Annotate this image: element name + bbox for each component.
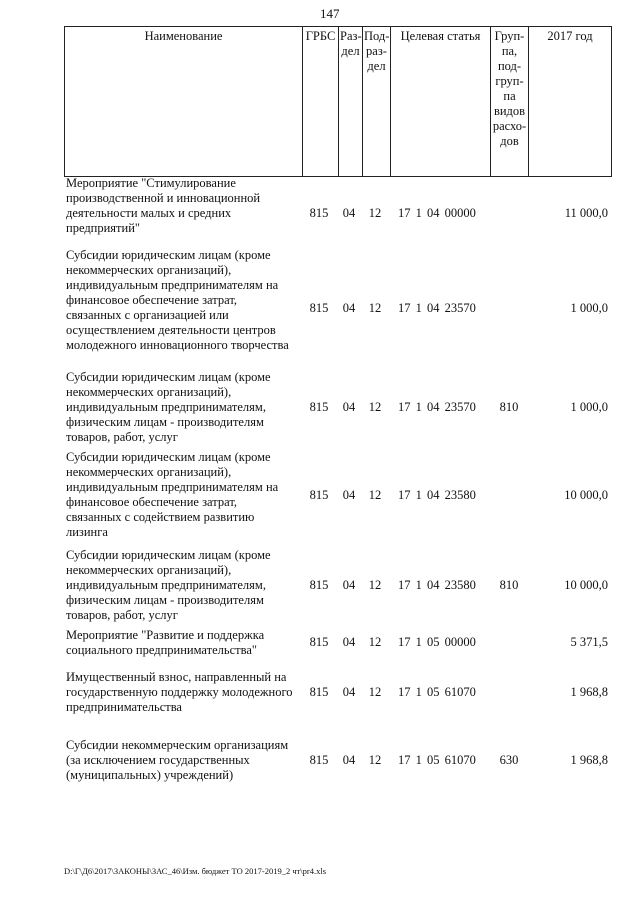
row-podrazdel: 12 <box>368 635 382 649</box>
row-name: Мероприятие "Развитие и поддержка социального предпринимательства" <box>66 628 265 657</box>
row-vr: 630 <box>499 753 519 767</box>
row-podrazdel: 12 <box>368 488 382 502</box>
row-razdel: 04 <box>342 206 356 220</box>
row-razdel: 04 <box>342 635 356 649</box>
page-number: 147 <box>320 6 340 21</box>
header-name: Наименование <box>65 27 303 177</box>
row-csr: 17 1 04 23580 <box>398 578 476 592</box>
row-razdel: 04 <box>342 400 356 414</box>
row-sum: 1 968,8 <box>570 753 608 767</box>
row-sum: 5 371,5 <box>570 635 608 649</box>
row-podrazdel: 12 <box>368 753 382 767</box>
row-podrazdel: 12 <box>368 578 382 592</box>
row-csr: 17 1 05 61070 <box>398 753 476 767</box>
row-sum: 10 000,0 <box>564 488 608 502</box>
row-name: Мероприятие "Стимулирование производственной и инновационной деятельности малых и средних предприятий" <box>66 176 261 235</box>
table-header <box>64 26 612 177</box>
row-grbs: 815 <box>309 206 329 220</box>
header-razdel: Раз- дел <box>339 27 363 177</box>
row-name: Субсидии юридическим лицам (кроме некоммерческих организаций), индивидуальным предпринимателям, физическим лицам - производителям товаров, работ, услуг <box>66 370 271 444</box>
row-podrazdel: 12 <box>368 400 382 414</box>
row-razdel: 04 <box>342 301 356 315</box>
row-grbs: 815 <box>309 578 329 592</box>
row-razdel: 04 <box>342 685 356 699</box>
row-name: Субсидии юридическим лицам (кроме некоммерческих организаций), индивидуальным предпринимателям, физическим лицам - производителям товаров, работ, услуг <box>66 548 271 622</box>
header-csr: Целевая статья <box>391 27 491 177</box>
row-name: Субсидии юридическим лицам (кроме некоммерческих организаций), индивидуальным предпринимателям на финансовое обеспечение затрат, связанных с организацией или осуществлением деятельности центров молодежного инновационного творчества <box>66 248 289 352</box>
row-csr: 17 1 04 00000 <box>398 206 476 220</box>
row-razdel: 04 <box>342 753 356 767</box>
row-csr: 17 1 04 23570 <box>398 301 476 315</box>
row-grbs: 815 <box>309 635 329 649</box>
row-grbs: 815 <box>309 400 329 414</box>
row-sum: 10 000,0 <box>564 578 608 592</box>
row-vr: 810 <box>499 400 519 414</box>
row-name: Субсидии некоммерческим организациям (за исключением государственных (муниципальных) учреждений) <box>66 738 289 782</box>
row-sum: 1 968,8 <box>570 685 608 699</box>
row-vr: 810 <box>499 578 519 592</box>
row-name: Субсидии юридическим лицам (кроме некоммерческих организаций), индивидуальным предпринимателям на финансовое обеспечение затрат, связанных с содействием развитию лизинга <box>66 450 279 539</box>
row-csr: 17 1 05 00000 <box>398 635 476 649</box>
file-path-footer: D:\Г\Д6\2017\ЗАКОНЫ\ЗАС_46\Изм. бюджет ТО 2017-2019_2 чт\pr4.xls <box>64 866 327 876</box>
row-podrazdel: 12 <box>368 206 382 220</box>
row-grbs: 815 <box>309 488 329 502</box>
header-grbs: ГРБС <box>303 27 339 177</box>
row-sum: 1 000,0 <box>570 301 608 315</box>
row-grbs: 815 <box>309 685 329 699</box>
header-podrazdel: Под- раз- дел <box>363 27 391 177</box>
row-name: Имущественный взнос, направленный на государственную поддержку молодежного предпринимательства <box>66 670 293 714</box>
row-csr: 17 1 04 23580 <box>398 488 476 502</box>
row-grbs: 815 <box>309 301 329 315</box>
row-razdel: 04 <box>342 488 356 502</box>
row-razdel: 04 <box>342 578 356 592</box>
row-podrazdel: 12 <box>368 685 382 699</box>
header-year: 2017 год <box>529 27 612 177</box>
row-csr: 17 1 04 23570 <box>398 400 476 414</box>
row-grbs: 815 <box>309 753 329 767</box>
row-podrazdel: 12 <box>368 301 382 315</box>
row-csr: 17 1 05 61070 <box>398 685 476 699</box>
row-sum: 1 000,0 <box>570 400 608 414</box>
row-sum: 11 000,0 <box>564 206 608 220</box>
header-vr: Груп- па, под- груп- па видов расхо- дов <box>491 27 529 177</box>
